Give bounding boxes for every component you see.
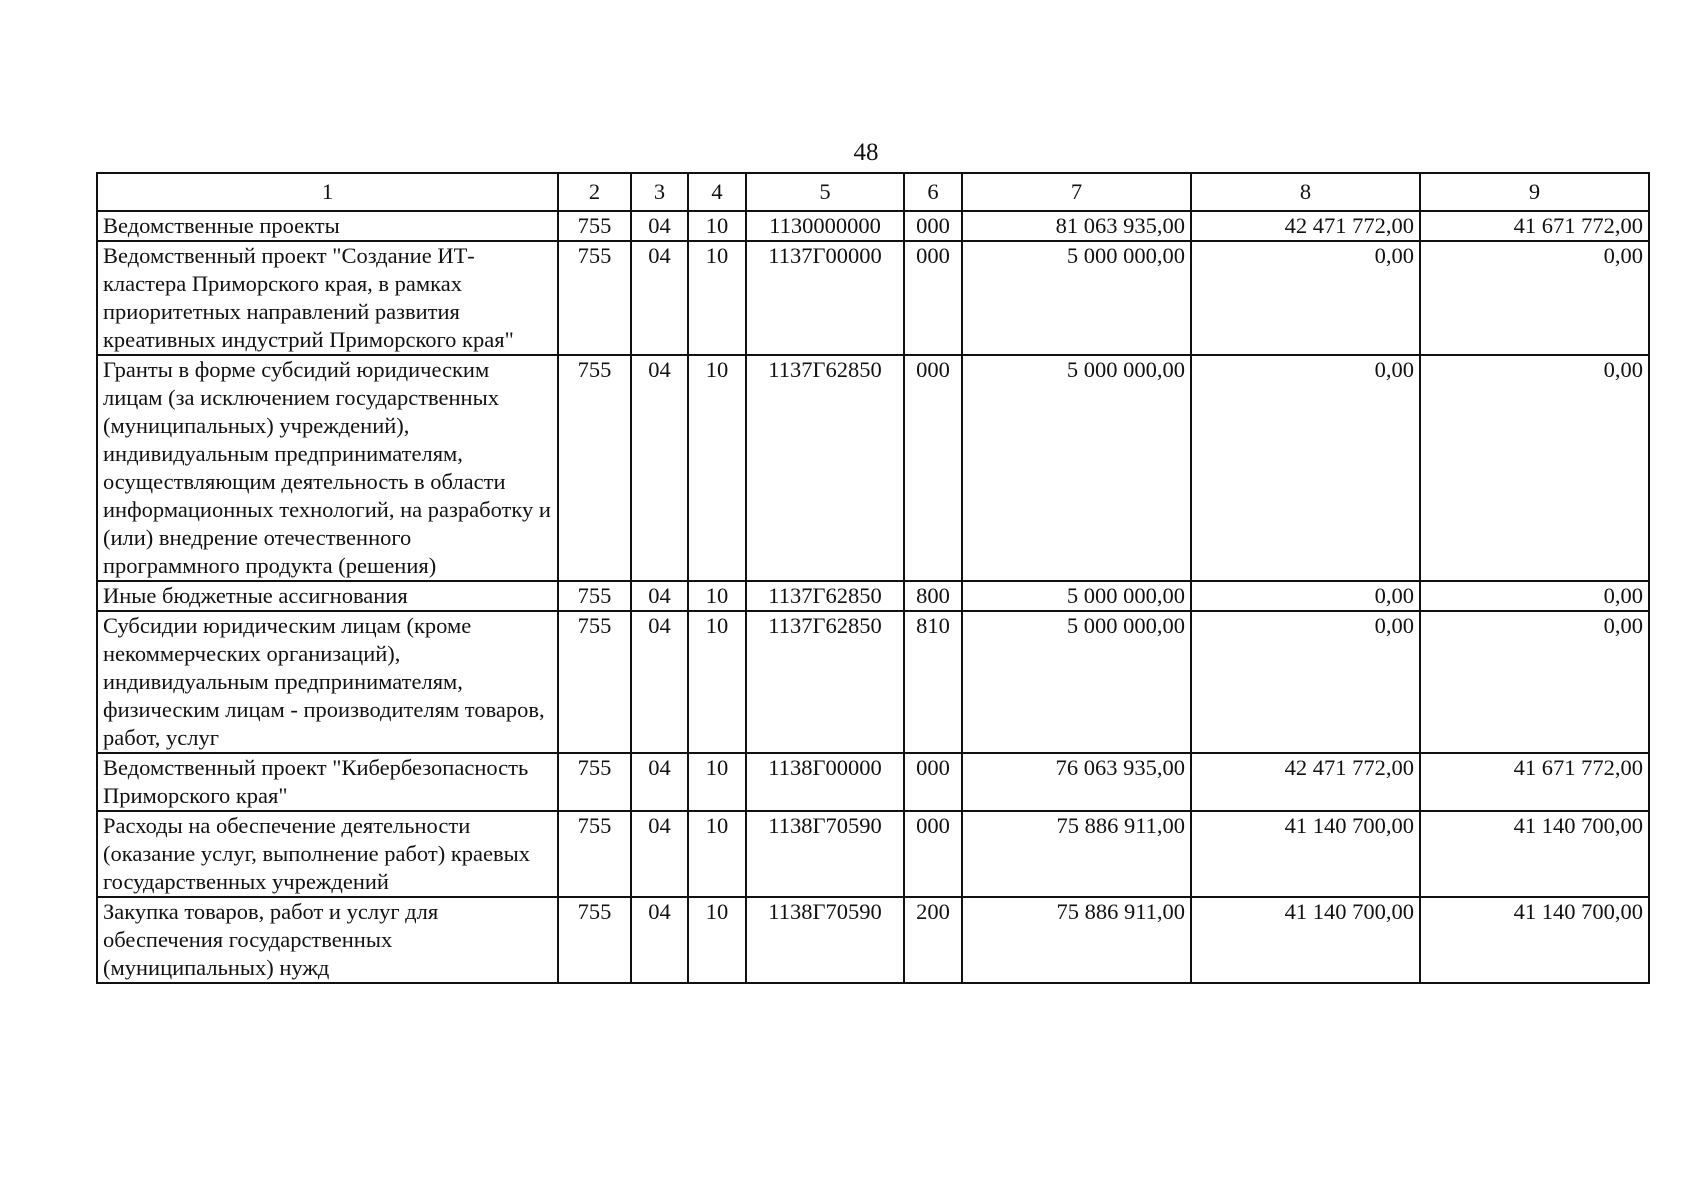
row-code-3: 04 <box>631 753 688 811</box>
row-code-5: 1130000000 <box>746 211 904 241</box>
row-amount-8: 0,00 <box>1191 611 1420 753</box>
table-row <box>97 241 1649 355</box>
row-code-4: 10 <box>688 897 746 983</box>
row-code-6: 200 <box>904 897 962 983</box>
row-code-2: 755 <box>558 241 631 355</box>
row-name: Ведомственный проект "Кибербезопасность Приморского края" <box>97 753 558 811</box>
column-header: 1 <box>97 173 558 211</box>
row-amount-9: 0,00 <box>1420 611 1649 753</box>
column-header: 6 <box>904 173 962 211</box>
row-name: Ведомственный проект "Создание ИТ-кластера Приморского края, в рамках приоритетных направлений развития креативных индустрий Приморского края" <box>97 241 558 355</box>
row-code-6: 000 <box>904 241 962 355</box>
table-row <box>97 811 1649 897</box>
row-amount-9: 41 140 700,00 <box>1420 897 1649 983</box>
row-code-6: 000 <box>904 811 962 897</box>
row-amount-7: 75 886 911,00 <box>962 897 1191 983</box>
header-row <box>97 173 1649 211</box>
table-row <box>97 355 1649 581</box>
row-code-6: 800 <box>904 581 962 611</box>
row-amount-8: 0,00 <box>1191 581 1420 611</box>
row-name: Субсидии юридическим лицам (кроме некоммерческих организаций), индивидуальным предпринимателям, физическим лицам - производителям товаров, работ, услуг <box>97 611 558 753</box>
row-amount-9: 41 140 700,00 <box>1420 811 1649 897</box>
row-code-5: 1137Г62850 <box>746 355 904 581</box>
row-amount-8: 41 140 700,00 <box>1191 811 1420 897</box>
row-code-6: 000 <box>904 211 962 241</box>
row-name: Закупка товаров, работ и услуг для обеспечения государственных (муниципальных) нужд <box>97 897 558 983</box>
column-header: 8 <box>1191 173 1420 211</box>
row-code-2: 755 <box>558 581 631 611</box>
row-code-2: 755 <box>558 355 631 581</box>
column-header: 9 <box>1420 173 1649 211</box>
row-amount-8: 42 471 772,00 <box>1191 211 1420 241</box>
table-row <box>97 211 1649 241</box>
row-code-3: 04 <box>631 241 688 355</box>
row-code-5: 1137Г62850 <box>746 581 904 611</box>
row-code-5: 1137Г62850 <box>746 611 904 753</box>
row-code-2: 755 <box>558 611 631 753</box>
row-code-5: 1137Г00000 <box>746 241 904 355</box>
row-code-4: 10 <box>688 241 746 355</box>
row-code-2: 755 <box>558 897 631 983</box>
row-code-6: 000 <box>904 355 962 581</box>
row-amount-9: 41 671 772,00 <box>1420 753 1649 811</box>
row-code-2: 755 <box>558 211 631 241</box>
column-header: 3 <box>631 173 688 211</box>
page-number: 48 <box>853 139 879 166</box>
row-code-5: 1138Г00000 <box>746 753 904 811</box>
row-code-3: 04 <box>631 581 688 611</box>
row-code-2: 755 <box>558 811 631 897</box>
row-code-6: 000 <box>904 753 962 811</box>
budget-table <box>96 172 1650 984</box>
row-code-2: 755 <box>558 753 631 811</box>
row-code-5: 1138Г70590 <box>746 811 904 897</box>
row-amount-7: 5 000 000,00 <box>962 611 1191 753</box>
row-amount-9: 0,00 <box>1420 355 1649 581</box>
row-code-4: 10 <box>688 753 746 811</box>
column-header: 2 <box>558 173 631 211</box>
row-name: Иные бюджетные ассигнования <box>97 581 558 611</box>
row-amount-9: 0,00 <box>1420 241 1649 355</box>
row-code-3: 04 <box>631 355 688 581</box>
row-code-6: 810 <box>904 611 962 753</box>
column-header: 4 <box>688 173 746 211</box>
row-amount-7: 5 000 000,00 <box>962 241 1191 355</box>
column-header: 7 <box>962 173 1191 211</box>
row-amount-7: 81 063 935,00 <box>962 211 1191 241</box>
row-amount-7: 76 063 935,00 <box>962 753 1191 811</box>
row-code-5: 1138Г70590 <box>746 897 904 983</box>
table-row <box>97 581 1649 611</box>
row-amount-7: 75 886 911,00 <box>962 811 1191 897</box>
row-amount-9: 41 671 772,00 <box>1420 211 1649 241</box>
row-code-4: 10 <box>688 581 746 611</box>
row-code-3: 04 <box>631 611 688 753</box>
table-row <box>97 753 1649 811</box>
row-amount-9: 0,00 <box>1420 581 1649 611</box>
row-amount-8: 0,00 <box>1191 355 1420 581</box>
row-amount-8: 42 471 772,00 <box>1191 753 1420 811</box>
row-code-3: 04 <box>631 811 688 897</box>
row-amount-8: 41 140 700,00 <box>1191 897 1420 983</box>
column-header: 5 <box>746 173 904 211</box>
row-code-4: 10 <box>688 611 746 753</box>
table-row <box>97 611 1649 753</box>
row-amount-8: 0,00 <box>1191 241 1420 355</box>
row-code-4: 10 <box>688 355 746 581</box>
row-code-3: 04 <box>631 897 688 983</box>
row-code-4: 10 <box>688 811 746 897</box>
table-row <box>97 897 1649 983</box>
row-code-3: 04 <box>631 211 688 241</box>
row-code-4: 10 <box>688 211 746 241</box>
row-name: Ведомственные проекты <box>97 211 558 241</box>
row-amount-7: 5 000 000,00 <box>962 355 1191 581</box>
row-name: Расходы на обеспечение деятельности (оказание услуг, выполнение работ) краевых государственных учреждений <box>97 811 558 897</box>
row-amount-7: 5 000 000,00 <box>962 581 1191 611</box>
row-name: Гранты в форме субсидий юридическим лицам (за исключением государственных (муниципальных) учреждений), индивидуальным предпринимателям, осуществляющим деятельность в области информационных технологий, на разработку и (или) внедрение отечественного программного продукта (решения) <box>97 355 558 581</box>
